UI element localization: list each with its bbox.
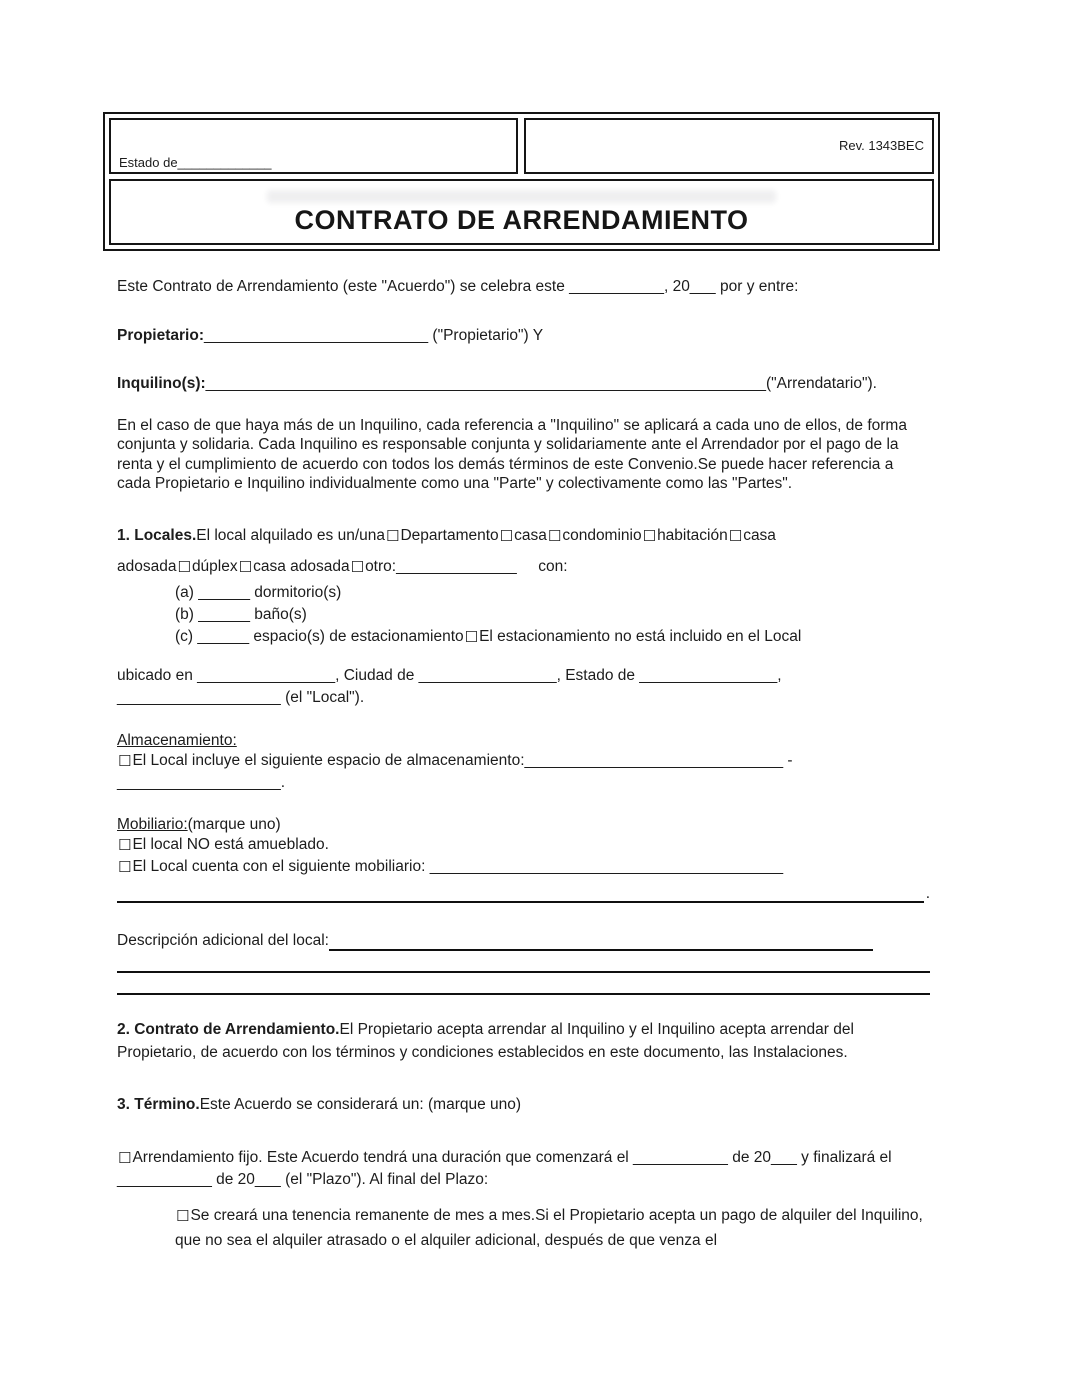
- checkbox[interactable]: ☐: [385, 526, 400, 545]
- revision-cell: [524, 118, 934, 174]
- section3-heading-line: [117, 1095, 930, 1115]
- furnished-checkbox-line: [117, 856, 930, 878]
- text-run: otro:______________ con:: [365, 557, 568, 575]
- text-run: El estacionamiento no está incluido en el Local: [479, 627, 802, 645]
- scan-artifact: [267, 190, 776, 203]
- text-run: casa adosada: [253, 557, 350, 575]
- form-header: [103, 112, 940, 251]
- text-run: Este Acuerdo se considerará un: (marque uno): [199, 1095, 522, 1113]
- checkbox[interactable]: ☐: [118, 836, 132, 855]
- text-run: condominio: [562, 526, 642, 544]
- checkbox[interactable]: ☐: [642, 526, 657, 545]
- location-line-1: ubicado en ________________, Ciudad de ________________, Estado de ________________,: [117, 666, 782, 684]
- section2-paragraph: [117, 1019, 930, 1065]
- furnishings-heading: Mobiliario:(marque uno): [117, 815, 281, 833]
- additional-description-row: [117, 931, 930, 951]
- joint-clause: En el caso de que haya más de un Inquilino, cada referencia a "Inquilino" se aplicará a cada uno de ellos, de forma conjunta y solidaria. Cada Inquilino es responsable conjunta y solidariamente ante el Arrendador por el pago de la renta y el cumplimiento de acuerdo con todos los demás términos de este Convenio.Se puede hacer referencia a cada Propietario e Inquilino individualmente como una "Parte" y colectivamente como las "Partes".: [117, 416, 912, 493]
- estado-cell: [109, 118, 518, 174]
- text-run: El local alquilado es un/una: [196, 526, 385, 544]
- inquilino-line: [117, 374, 930, 394]
- text-run: casa: [514, 526, 547, 544]
- text-run: ("Arrendatario").: [766, 375, 877, 393]
- text-run: El Propietario acepta arrendar al Inquilino y el Inquilino acepta arrendar del Propietario, de acuerdo con los términos y condiciones establecidos en este documento, las Instalaciones.: [117, 1020, 859, 1061]
- blank-line[interactable]: [117, 956, 930, 973]
- location-line-2: ___________________ (el "Local").: [117, 688, 365, 706]
- text-run: dúplex: [191, 557, 238, 575]
- checkbox[interactable]: ☐: [238, 557, 253, 576]
- bold-text-run: 2. Contrato de Arrendamiento.: [117, 1020, 340, 1038]
- bold-text-run: 3. Término.: [117, 1095, 200, 1113]
- form-header-top-row: [109, 118, 934, 174]
- storage-checkbox-line: [117, 750, 930, 772]
- text-run: habitación: [657, 526, 728, 544]
- fixed-term-paragraph: [117, 1147, 930, 1191]
- checkbox[interactable]: ☐: [464, 627, 479, 646]
- checkbox[interactable]: ☐: [499, 526, 514, 545]
- text-run: __________________________: [203, 326, 429, 344]
- text-run: Departamento: [400, 526, 499, 544]
- location-lines: [117, 665, 930, 709]
- text-run: _________________________________________________________________: [205, 375, 766, 393]
- estado-line: [119, 155, 272, 171]
- bold-text-run: Propietario:: [117, 326, 204, 344]
- title-box: [109, 179, 934, 245]
- revision-number: Rev. 1343BEC: [838, 137, 924, 153]
- checkbox[interactable]: ☐: [177, 557, 191, 576]
- holdover-paragraph: [175, 1203, 930, 1253]
- storage-continuation-line: ___________________.: [117, 773, 286, 791]
- storage-heading: Almacenamiento:: [117, 731, 237, 749]
- additional-description-label: Descripción adicional del local:: [117, 932, 329, 950]
- opening-clause: Este Contrato de Arrendamiento (este "Acuerdo") se celebra este ___________, 20___ por y entre:: [117, 278, 799, 295]
- blank-line[interactable]: [329, 934, 873, 951]
- text-run: Se creará una tenencia remanente de mes a mes.Si el Propietario acepta un pago de alquiler del Inquilino, que no sea el alquiler atrasado o el alquiler adicional, después de que venza el: [175, 1207, 928, 1250]
- item-parking: [175, 626, 930, 648]
- checkbox[interactable]: ☐: [118, 1149, 132, 1168]
- text-run: El Local cuenta con el siguiente mobiliario: _________________________________________: [132, 857, 784, 875]
- checkbox[interactable]: ☐: [728, 526, 743, 545]
- text-run: casa adosada: [117, 526, 781, 575]
- checkbox[interactable]: ☐: [176, 1207, 190, 1226]
- checkbox[interactable]: ☐: [118, 857, 132, 876]
- estado-blank-field[interactable]: _____________: [177, 154, 272, 170]
- checkbox[interactable]: ☐: [547, 526, 562, 545]
- estado-label: Estado de: [119, 154, 178, 170]
- document-title: CONTRATO DE ARRENDAMIENTO: [294, 205, 749, 235]
- section1-items: [175, 582, 930, 648]
- furnishings-continuation-row: [117, 881, 930, 903]
- checkbox[interactable]: ☐: [350, 557, 365, 576]
- section1-intro: [117, 520, 930, 582]
- bold-text-run: 1. Locales.: [117, 526, 197, 544]
- text-run: El local NO está amueblado.: [132, 836, 329, 854]
- checkbox[interactable]: ☐: [118, 752, 132, 771]
- unfurnished-checkbox-line: [117, 834, 930, 856]
- blank-line[interactable]: [117, 886, 924, 903]
- text-run: ("Propietario") Y: [428, 326, 544, 344]
- text-run: El Local incluye el siguiente espacio de almacenamiento:______________________________ -: [132, 752, 793, 770]
- propietario-line: [117, 326, 930, 346]
- bold-text-run: Inquilino(s):: [117, 375, 206, 393]
- additional-description-lines: [117, 951, 930, 995]
- text-run: Arrendamiento fijo. Este Acuerdo tendrá una duración que comenzará el ___________ de 20___ y finalizará el ___________ de 20___ (el "Plazo"). Al final del Plazo:: [117, 1149, 896, 1189]
- line-period: .: [925, 884, 930, 902]
- item-bedrooms: (a) ______ dormitorio(s): [175, 583, 342, 601]
- item-bathrooms: (b) ______ baño(s): [175, 605, 307, 623]
- blank-line[interactable]: [117, 978, 930, 995]
- text-run: (c) ______ espacio(s) de estacionamiento: [175, 627, 464, 645]
